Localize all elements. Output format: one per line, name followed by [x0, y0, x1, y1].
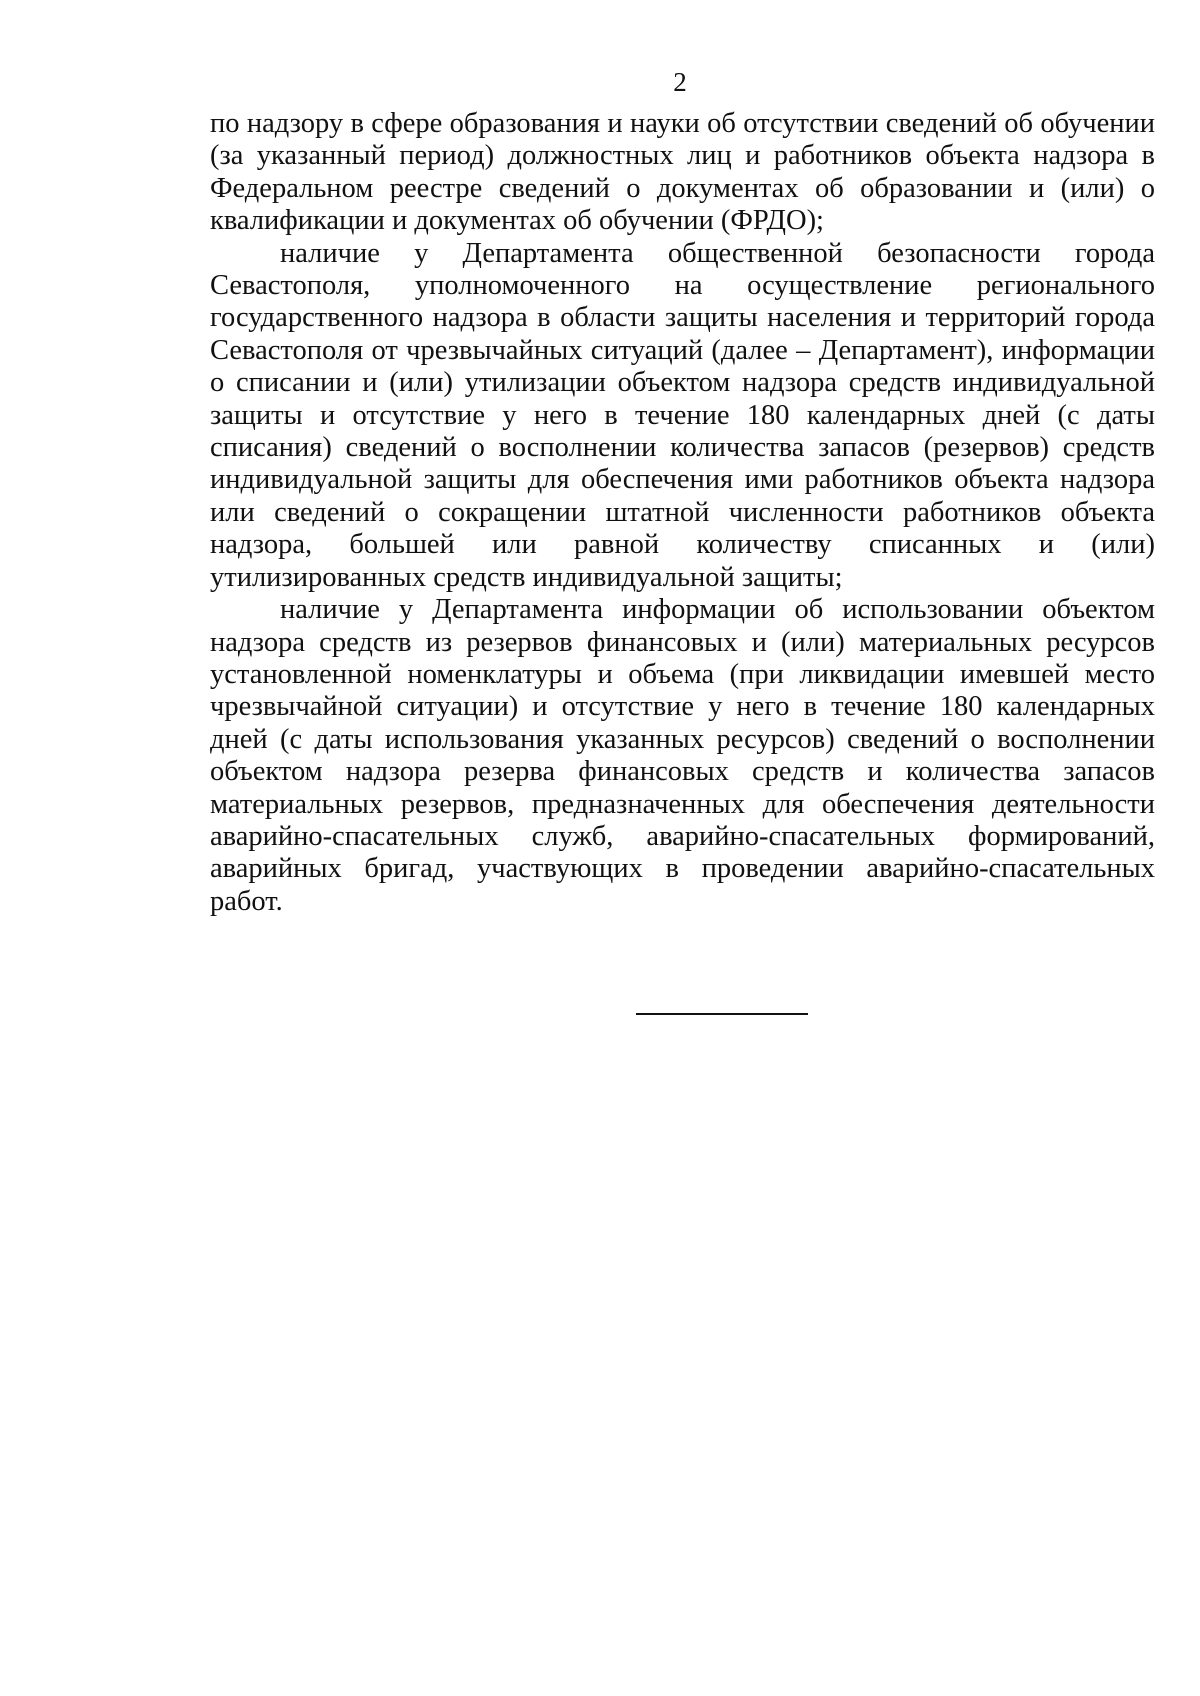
- page-number: 2: [673, 67, 687, 97]
- end-of-text-rule: [636, 1013, 808, 1015]
- paragraph-ppe-writeoff: наличие у Департамента общественной безопасности города Севастополя, уполномоченного на осуществление регионального государственного надзора в области защиты населения и территорий города Севастополя от чрезвычайных ситуаций (далее – Департамент), информации о списании и (или) утилизации объектом надзора средств индивидуальной защиты и отсутствие у него в течение 180 календарных дней (с даты списания) сведений о восполнении количества запасов (резервов) средств индивидуальной защиты для обеспечения ими работников объекта надзора или сведений о сокращении штатной численности работников объекта надзора, большей или равной количеству списанных и (или) утилизированных средств индивидуальной защиты;: [210, 237, 1155, 593]
- paragraph-reserves-usage: наличие у Департамента информации об использовании объектом надзора средств из резервов финансовых и (или) материальных ресурсов установленной номенклатуры и объема (при ликвидации имевшей место чрезвычайной ситуации) и отсутствие у него в течение 180 календарных дней (с даты использования указанных ресурсов) сведений о восполнении объектом надзора резерва финансовых средств и количества запасов материальных резервов, предназначенных для обеспечения деятельности аварийно-спасательных служб, аварийно-спасательных формирований, аварийных бригад, участвующих в проведении аварийно-спасательных работ.: [210, 594, 1155, 917]
- paragraph-continuation: по надзору в сфере образования и науки об отсутствии сведений об обучении (за указанный период) должностных лиц и работников объекта надзора в Федеральном реестре сведений о документах об образовании и (или) о квалификации и документах об обучении (ФРДО);: [210, 108, 1155, 237]
- document-body: [210, 108, 1155, 918]
